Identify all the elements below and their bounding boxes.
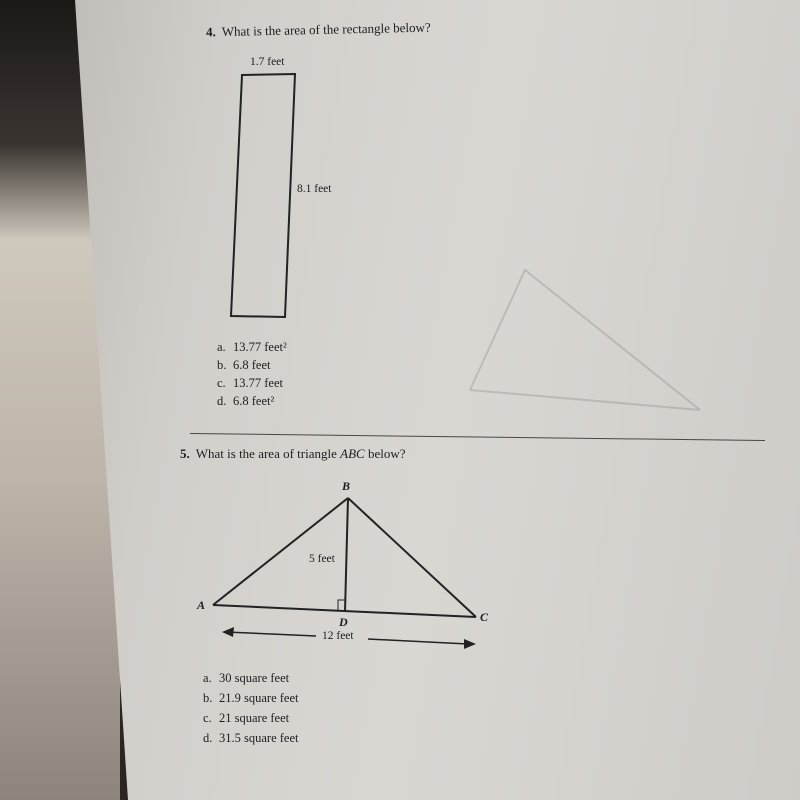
q4-choice-c[interactable] xyxy=(217,376,283,391)
choice-letter: d. xyxy=(217,394,227,408)
choice-text: 21.9 square feet xyxy=(219,691,299,705)
question-5-text-end: below? xyxy=(364,446,406,461)
base-arrow-left-line xyxy=(226,632,316,636)
choice-text: 21 square feet xyxy=(219,711,290,725)
base-arrow-right-line xyxy=(368,639,468,644)
choice-letter: a. xyxy=(203,671,212,685)
rectangle-width-label: 1.7 feet xyxy=(250,56,285,68)
triangle-base-label: 12 feet xyxy=(322,630,354,642)
choice-text: 13.77 feet² xyxy=(233,340,287,354)
choice-letter: c. xyxy=(203,711,212,725)
question-5 xyxy=(180,446,406,462)
point-c-label: C xyxy=(480,610,489,624)
triangle-height-label: 5 feet xyxy=(309,553,335,565)
q5-choice-a[interactable] xyxy=(203,671,289,686)
q4-choice-d[interactable] xyxy=(217,394,274,409)
q4-choice-b[interactable] xyxy=(217,358,270,373)
q5-choice-b[interactable] xyxy=(203,691,298,706)
choice-letter: b. xyxy=(217,358,227,372)
right-angle-mark xyxy=(338,600,345,611)
choice-text: 6.8 feet xyxy=(233,358,271,372)
point-a-label: A xyxy=(197,598,206,612)
choice-text: 30 square feet xyxy=(219,671,290,685)
choice-text: 6.8 feet² xyxy=(233,394,275,408)
question-5-number: 5. xyxy=(180,446,190,461)
question-5-triangle-name: ABC xyxy=(340,446,365,461)
q4-choice-a[interactable] xyxy=(217,340,287,355)
choice-text: 31.5 square feet xyxy=(219,731,299,745)
rectangle-height-label: 8.1 feet xyxy=(297,183,332,195)
choice-letter: d. xyxy=(203,731,213,745)
rectangle-shape xyxy=(231,74,295,317)
choice-text: 13.77 feet xyxy=(233,376,283,390)
choice-letter: b. xyxy=(203,691,213,705)
base-arrow-left-head xyxy=(222,627,234,637)
question-4-number: 4. xyxy=(205,24,216,40)
triangle-altitude-bd xyxy=(345,498,348,612)
triangle-side-bc xyxy=(348,498,476,617)
base-arrow-right-head xyxy=(464,639,476,649)
point-b-label: B xyxy=(342,479,351,493)
question-4-text: What is the area of the rectangle below? xyxy=(221,19,431,40)
choice-letter: c. xyxy=(217,376,226,390)
q5-choice-c[interactable] xyxy=(203,711,289,726)
triangle-side-ab xyxy=(213,498,348,605)
q5-choice-d[interactable] xyxy=(203,731,298,746)
point-d-label: D xyxy=(339,615,348,629)
question-5-text: What is the area of triangle xyxy=(195,446,341,461)
choice-letter: a. xyxy=(217,340,226,354)
